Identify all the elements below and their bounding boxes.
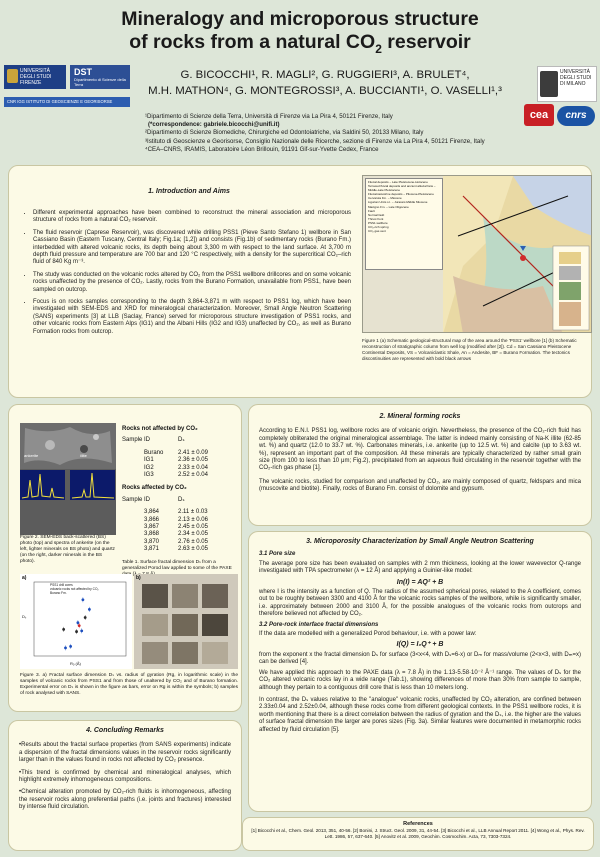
references-heading: References [403,821,433,827]
table-row [122,450,238,457]
sample-id: Burano [144,449,164,456]
fig3a-label: a) [22,575,27,581]
sans-sub-fractal: 3.2 Pore-rock interface fractal dimensions [259,621,379,628]
unimi-logo [537,66,597,102]
sans-paragraph: We have applied this approach to the PAXE data (λ = 7.8 Å) in the 1.13-5.58·10⁻² Å⁻¹ range. The values of Dₛ for the CO₂ altered volcanic rocks lay in a wide range (Tab.1), showing differences of more than 30% from sample to sample, although they pertain to a contiguous drill core that is less than 10 meters long. [259,669,581,691]
table-row [122,472,238,479]
unimi-logo-text: UNIVERSITÀ DEGLI STUDI DI MILANO [560,69,592,87]
fig3a-ylabel: Dₛ [22,614,27,619]
table-col-header [122,497,238,504]
conclusion-bullet: •This trend is confirmed by chemical and mineralogical analyses, which highlight extremely inhomogeneous compositions. [19,769,231,784]
sample-id: 3,864 [144,509,160,516]
conclusion-bullet: •Chemical alteration promoted by CO₂-rich fluids is inhomogeneous, affecting the reservoir rocks along preferential paths (i.e. joints and fractures) interested by intense fluid circulation. [19,789,231,811]
table-row [122,465,238,472]
title-line-2 [0,31,600,61]
affiliations [145,113,525,154]
minerals-paragraph: The volcanic rocks, studied for comparison and unaffected by CO₂, are mainly composed of quartz, feldspars and mica (muscovite and biotite). Finally, rocks of Burano Fm. consist of dolomite and gypsum. [259,478,581,493]
minerals-heading: 2. Mineral forming rocks [379,413,461,420]
map-legend-item: Fault [368,208,375,213]
title-line-2-end: reservoir [381,31,471,53]
affiliation-1: ¹Dipartimento di Scienze della Terra, Università di Firenze via La Pira 4, 50121 Firenze, Italy [145,113,393,120]
pss1-wellbore-marker [520,255,526,261]
table-row [122,509,238,516]
table-row [122,546,238,553]
ds-value: 2.41 ± 0.09 [178,449,208,456]
poster-title [0,8,600,61]
fig3b-label: b) [136,575,141,581]
fig2-caption: Figure 2. SEM-EDS back-scattered (BS) photo (top) and spectra of ankerite (on the left, lighter minerals on BS photo) and quartz (on the right, darker minerals in the BS photo). [20,535,115,564]
table-header-unaffected: Rocks not affected by CO₂ [122,426,198,432]
ds-value: 2.33 ± 0.04 [178,464,208,471]
ds-value: 2.52 ± 0.04 [178,472,208,479]
sans-paragraph: In contrast, the Dₛ values relative to the "analogue" volcanic rocks, unaffected by CO₂ alteration, are confined between 2.33±0.04 and 2.52±0.04, although these rocks come from different geological contexts. In the PSS1 wellbore rocks, it is worth mentioning that there is a direct correlation between the radius of gyration and the Dₛ, i.e. the higher are the values of surface fractal dimension the larger are pores sizes (Fig. 3a). Similar features were documented in metamorphic rocks affected by fluid circulation [5]. [259,696,581,733]
sans-paragraph: where I is the intensity as a function of Q. The radius of the assumed spherical pores, related to the A coefficient, comes out to be roughly between 3300 and 4100 Å for the volcanic rocks samples of the wellbore, while is significantly smaller, i.e. approximately between 2000 and 3100 Å, for the possible analogues of the volcanic rocks from outcrops and therefore believed not affected by CO₂. [259,589,581,618]
ds-value: 2.11 ± 0.03 [178,509,208,516]
unifi-logo-text: UNIVERSITÀ DEGLI STUDI FIRENZE [20,68,52,86]
ds-value: 2.13 ± 0.06 [178,516,208,523]
fig3a-xlabel: Rₒ (Å) [70,661,81,666]
unimi-seal-icon [540,71,558,97]
title-line-2-sub: 2 [375,41,382,56]
sample-id: 3,866 [144,516,160,523]
sample-id: 3,870 [144,538,160,545]
legend-item: PSS1 drill cores [50,583,73,587]
conclusion-text: This trend is confirmed by chemical and mineralogical analyses, which highlight extremely inhomogeneous compositions. [19,769,231,784]
authors-line-2: M.H. MATHON⁴, G. MONTEGROSSI³, A. BUCCIANTI¹, O. VASELLI¹,³ [148,84,502,97]
ds-value: 2.45 ± 0.05 [178,524,208,531]
map-legend-item: CO₂ gas vent [368,229,386,234]
sample-id: 3,871 [144,546,160,553]
map-legend-item: Ligurian Units s.l. – Jurassic-Middle Miocene [368,200,428,205]
map-legend-item: Fluvial deposits – Late Pleistocene-Holocene [368,180,428,184]
sample-id: 3,867 [144,524,160,531]
fractal-dimension-table [122,423,238,578]
ds-value: 2.36 ± 0.05 [178,457,208,464]
sem-label-illite: illite [80,453,87,458]
title-line-1: Mineralogy and microporous structure [121,8,479,30]
intro-bullet: • The fluid reservoir (Caprese Reservoir), was discovered while drilling PSS1 (Pieve Santo Stefano 1) wellbore in San Cassiano Basin (Eastern Tuscany, Central Italy; Fig.1a; [1,2]) and consists (Fig.1b) of sedimentary rocks (Burano Fm.) interbedded with altered volcanic rocks, its depth being about 3,300 m with respect to the land surface. At 3,700 m depth fluid pressure and temperature are 700 bar and 120 °C respectively, with a density for the supercritical CO₂–rich fluid of 840 Kg m⁻³. [33,230,351,267]
table-row [122,517,238,524]
map-legend-item: CO₂-rich spring [368,225,389,230]
conclusions-panel [8,720,242,851]
intro-bullet: • The study was conducted on the volcanic rocks altered by CO₂ from the PSS1 wellbore drillcores and on some volcanic rocks unaffected by the presence of CO₂. Lastly, rocks from the Burano Formation, unavailable from PSS1, have been sampled on outcrop. [33,272,351,294]
intro-bullets [23,210,351,336]
fig3a-legend [50,583,99,595]
title-line-2-start: of rocks from a natural CO [129,31,376,53]
cnrs-logo: cnrs [557,106,595,126]
igg-logo: CNR IGG ISTITUTO DI GEOSCIENZE E GEORISORSE [4,97,130,107]
col-ds: Dₛ [178,437,185,444]
sans-paragraph: from the exponent x the fractal dimension Dₛ for surface (3<x<4, with Dₛ=6-x) or Dₘ for mass/volume (2<x<3, with Dₘ=x) can be derived [4]. [259,651,581,666]
map-legend-item: Fluvial-lacustrine deposits – Pliocene-Pleistocene [368,192,434,197]
conclusion-text: Chemical alteration promoted by CO₂-rich fluids is inhomogeneous, affecting the reservoir rocks along preferential paths (i.e. joints and fractures) interested by intense fluid circulation. [19,789,231,811]
sem-photo-graphic [20,423,116,469]
fig1-caption: Figure 1 (a) Schematic geological-structural map of the area around the 'PSS1' wellbore [1] (b) Schematic reconstruction of stratigraphic column from well log (modified after [2]). Cd = San Cassiano Pleistocene Continental Deposits, VS = Volcaniclastic Shale, An = Andesite, BF = Burano Formation. The tectonics discontinuities are represented with bold black arrows [362,338,577,361]
intro-bullet: • Focus is on rocks samples corresponding to the depth 3,864-3,871 m with respect to PSS1 log, which have been investigated with SEM-EDS and XRD for mineralogical characterization. Moreover, Small Angle Neutron Scattering (SANS) experiments [3] at LLB (Saclay, France) served for microporous structure investigation of PSS1 rocks, and other volcanic rocks from Eastern Alps (IG1) and the Albani Hills (IG2 and IG3) unaffected by CO₂, as well as Burano Formation rocks from outcrop. [33,299,351,336]
sans-paragraph: The average pore size has been evaluated on samples with 2 mm thickness, looking at the lower wavevector Q-range investigated with TPA spectrometer (λ = 12 Å) and applying a Guinier-like model: [259,560,581,575]
col-ds: Dₛ [178,496,185,503]
sample-id: IG2 [144,464,154,471]
dst-logo-text: DST [74,67,92,77]
col-sample: Sample ID [122,437,151,444]
cea-logo: cea [524,104,554,126]
sample-id: IG1 [144,457,154,464]
map-legend-item: Macigno Fm. – Late Oligocene [368,204,409,209]
map-legend-item: Cervarola Fm. – Miocene [368,196,402,201]
map-legend [365,178,443,270]
spectrum-graphic-1 [20,470,65,500]
unifi-seal-icon [7,69,18,83]
fig3a-chart [20,574,132,669]
col-sample: Sample ID [122,496,151,503]
table-header-affected: Rocks affected by CO₂ [122,485,187,492]
edx-spectrum-ankerite [20,470,65,500]
edx-spectrum-quartz [70,470,115,500]
sans-panel [248,531,592,812]
map-legend-item: Terraced fluvial deposits and ancient alluvial fans – Middle-Late Pleistocene [368,184,436,193]
sans-paragraph: If the data are modelled with a generalized Porod behaviour, i.e. with a power law: [259,631,477,638]
intro-heading: 1. Introduction and Aims [148,188,230,195]
fig3-caption: Figure 3. a) Fractal surface dimension Dₛ vs. radius of gyration (Rg, in logarithmic scale) in the samples of volcanic rocks from PSS1 and from those of unaltered by CO₂ and of Burano formation. Experimental error on Dₛ is shown in the figure as bars, error on Rg is within the symbols; b) samples of rock analysed with SANS. [20,673,238,696]
conclusions-bullets [19,742,231,811]
geological-map [362,175,592,333]
minerals-panel [248,404,592,526]
map-legend-item: PSS1 wellbore [368,220,388,225]
minerals-paragraph: According to E.N.I. PSS1 log, wellbore rocks are of volcanic origin. Nevertheless, the presence of the CO₂-rich fluid has completely obliterated the original mineralogical assemblage. The latter is indeed mainly consisting of Na-K illite (62-85 wt. %) and quartz (12.0 to 33.7 wt. %). Carbonates minerals, i.e. ankerite (up to 12.5 wt. %) and calcite (up to 3.63 wt. %), represent an important part of the composition. All these minerals are typically characterized by rather small grain size (from 100 to less than 10 μm; Fig.2), precipitated from an aqueous fluid circulating in the reservoir together with the CO₂-rich gas phase [1]. [259,428,581,472]
map-legend-item: Thrust front [368,216,384,221]
affiliation-3: ³Istituto di Geoscienze e Georisorse, Consiglio Nazionale delle Ricerche, sezione di Firenze via La Pira 4, 50121 Firenze, Italy [145,137,485,145]
sans-sub-pore-size: 3.1 Pore size [259,551,296,558]
sem-label-ankerite: ankerite [24,453,39,458]
fig3b-sample-photo [134,574,238,669]
dst-logo-sub: Dipartimento di Scienze della Terra [74,77,126,87]
ds-value: 2.76 ± 0.05 [178,538,208,545]
spectrum-graphic-2 [70,470,115,500]
sample-id: IG3 [144,472,154,479]
ds-value: 2.34 ± 0.05 [178,531,208,538]
ds-value: 2.63 ± 0.05 [178,546,208,553]
table-col-header [122,437,238,444]
affiliation-2: ²Dipartimento di Scienze Biomediche, Chirurgiche ed Odontoiatriche, via Saldini 50, 20133 Milano, Italy [145,129,424,137]
legend-item: Burano Fm. [50,591,67,595]
table-row [122,531,238,538]
conclusion-text: Results about the fractal surface properties (from SANS experiments) indicate a dispersion of the fractal dimensions values in the reservoir rocks significantly larger than in the values found in rocks not affected by CO₂ presence. [19,742,231,764]
sample-photo-graphic [134,574,238,669]
sans-heading: 3. Microporosity Characterization by Small Angle Neutron Scattering [306,538,534,545]
table-row [122,457,238,464]
references-box [242,817,594,851]
correspondence: (*correspondence: gabriele.bicocchi@unifi.it) [148,121,280,129]
sample-id: 3,868 [144,531,160,538]
map-legend-item: Normal fault [368,212,385,217]
authors-line-1: G. BICOCCHI¹, R. MAGLI², G. RUGGIERI³, A. BRULET⁴, [180,69,470,81]
conclusion-bullet: •Results about the fractal surface properties (from SANS experiments) indicate a dispersion of the fractal dimensions values in the reservoir rocks significantly larger than in the values found in rocks not affected by CO₂ presence. [19,742,231,764]
references-text: [1] Bicocchi et al., Chem. Geol. 2013, 351, 40-56. [2] Bonini, J. Struct. Geol. 2009, 31, 44-54. [3] Bicocchi et al., LLB Annual Report 2011. [4] Wong et al., Phys. Rev. Lett. 1986, 57, 637-640. [5] Anovitz et al. 2009, Geochim. Cosmochim. Acta, 73, 7303-7324. [251,828,585,839]
guinier-formula: In(I) = AQ² + B [396,578,444,586]
legend-item: volcanic rocks not affected by CO₂ [50,587,99,591]
conclusions-heading: 4. Concluding Remarks [86,727,164,734]
author-list [115,68,535,99]
porod-formula: I(Q) = I₀Q⁺ + B [396,641,444,649]
intro-bullet: • Different experimental approaches have been combined to reconstruct the mineral association and microporous structure of rocks from a natural CO₂ reservoir. [33,210,351,225]
table1-caption: Table 1. Surface fractal dimension Dₛ from a generalized Porod law applied to some of the PAXE [122,559,232,571]
unifi-logo [4,65,66,89]
affiliation-4: ⁴CEA–CNRS, IRAMIS, Laboratoire Léon Brillouin, 91191 Gif-sur-Yvette Cedex, France [145,145,379,153]
table-row [122,539,238,546]
table-row [122,524,238,531]
